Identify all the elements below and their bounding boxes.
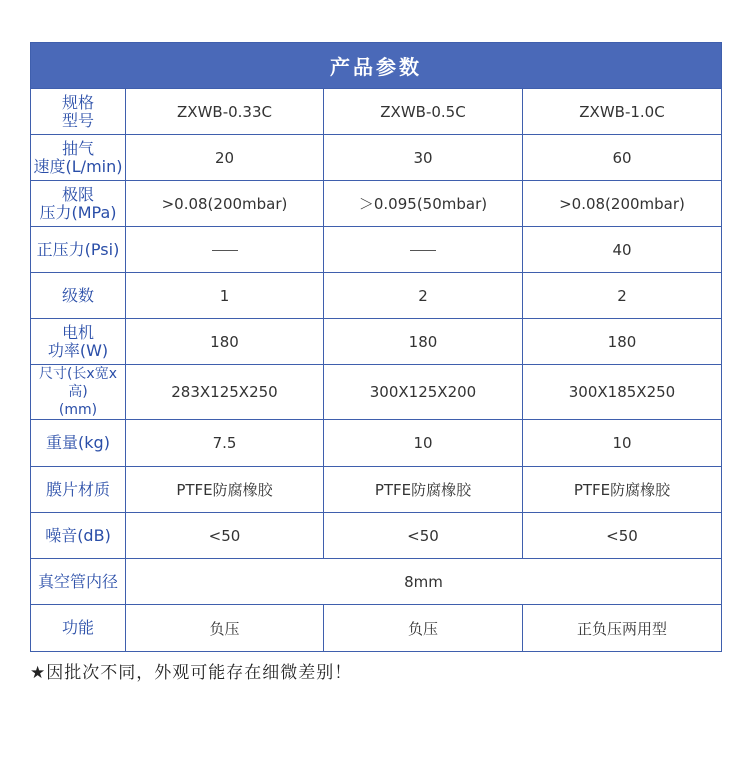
table-cell: >0.08(200mbar) <box>523 181 722 227</box>
row-label-noise: 噪音(dB) <box>31 513 126 559</box>
table-row <box>31 319 722 365</box>
table-cell: 正负压两用型 <box>523 605 722 652</box>
table-row <box>31 513 722 559</box>
table-cell: 20 <box>126 135 324 181</box>
table-cell: PTFE防腐橡胶 <box>523 467 722 513</box>
table-row <box>31 420 722 467</box>
table-cell: 300X185X250 <box>523 365 722 420</box>
table-title: 产品参数 <box>31 43 722 89</box>
table-cell: PTFE防腐橡胶 <box>126 467 324 513</box>
table-cell: 180 <box>126 319 324 365</box>
table-row <box>31 227 722 273</box>
table-row <box>31 89 722 135</box>
table-cell: 10 <box>324 420 523 467</box>
table-cell: 180 <box>324 319 523 365</box>
table-cell: ＞0.095(50mbar) <box>324 181 523 227</box>
row-label-dimensions: 尺寸(长x宽x高) (mm) <box>31 365 126 420</box>
table-cell: 负压 <box>324 605 523 652</box>
table-row <box>31 559 722 605</box>
table-cell: 283X125X250 <box>126 365 324 420</box>
row-label-function: 功能 <box>31 605 126 652</box>
table-cell: ZXWB-0.33C <box>126 89 324 135</box>
table-cell <box>324 227 523 273</box>
table-cell: 1 <box>126 273 324 319</box>
table-cell: >0.08(200mbar) <box>126 181 324 227</box>
table-cell-merged: 8mm <box>126 559 722 605</box>
row-label-ultimate-pressure: 极限 压力(MPa) <box>31 181 126 227</box>
table-row <box>31 135 722 181</box>
table-cell: <50 <box>523 513 722 559</box>
table-row <box>31 365 722 420</box>
row-label-model: 规格 型号 <box>31 89 126 135</box>
table-cell: 300X125X200 <box>324 365 523 420</box>
disclaimer-note: ★因批次不同，外观可能存在细微差别！ <box>30 663 353 683</box>
table-row <box>31 467 722 513</box>
table-cell: 40 <box>523 227 722 273</box>
dash-placeholder <box>410 250 436 251</box>
row-label-weight: 重量(kg) <box>31 420 126 467</box>
row-label-diaphragm-material: 膜片材质 <box>31 467 126 513</box>
row-label-motor-power: 电机 功率(W) <box>31 319 126 365</box>
row-label-positive-pressure: 正压力(Psi) <box>31 227 126 273</box>
table-cell: 7.5 <box>126 420 324 467</box>
table-cell: 60 <box>523 135 722 181</box>
table-cell: 180 <box>523 319 722 365</box>
table-cell <box>126 227 324 273</box>
table-cell: PTFE防腐橡胶 <box>324 467 523 513</box>
row-label-tube-diameter: 真空管内径 <box>31 559 126 605</box>
spec-table <box>30 42 722 652</box>
row-label-pumping-speed: 抽气 速度(L/min) <box>31 135 126 181</box>
table-cell: 10 <box>523 420 722 467</box>
table-row <box>31 273 722 319</box>
dash-placeholder <box>212 250 238 251</box>
table-cell: 2 <box>324 273 523 319</box>
table-cell: ZXWB-0.5C <box>324 89 523 135</box>
table-cell: 30 <box>324 135 523 181</box>
table-cell: <50 <box>324 513 523 559</box>
table-row <box>31 181 722 227</box>
row-label-stages: 级数 <box>31 273 126 319</box>
table-cell: 2 <box>523 273 722 319</box>
table-cell: ZXWB-1.0C <box>523 89 722 135</box>
table-cell: <50 <box>126 513 324 559</box>
table-cell: 负压 <box>126 605 324 652</box>
table-row <box>31 605 722 652</box>
